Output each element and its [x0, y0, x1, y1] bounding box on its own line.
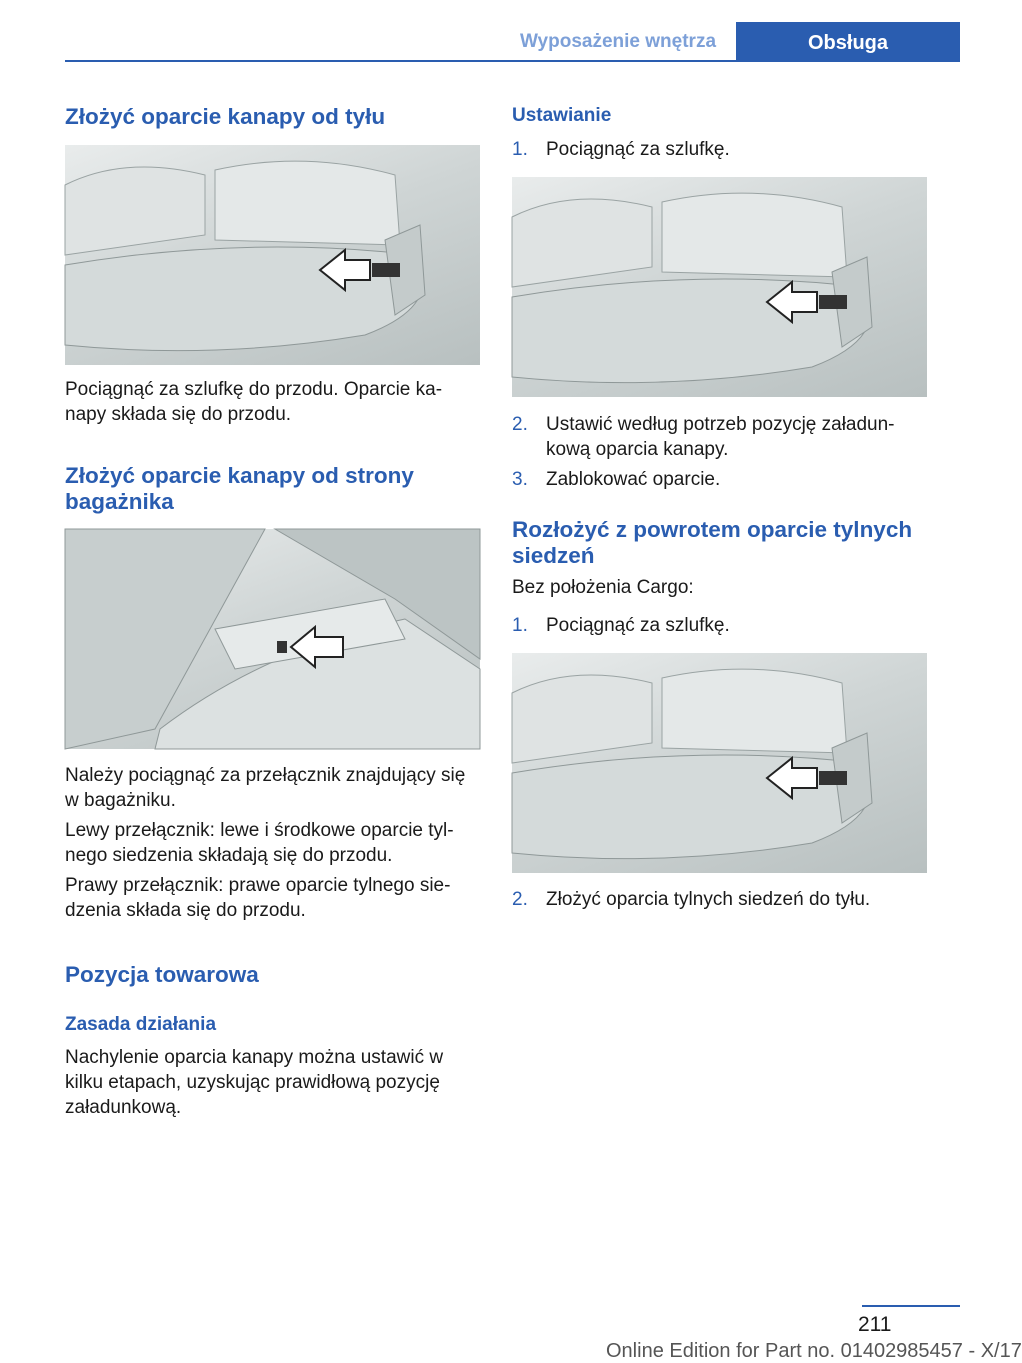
step-text: Złożyć oparcia tylnych siedzeń do tyłu. [546, 889, 871, 910]
page-number: 211 [858, 1313, 892, 1336]
header-section-title: Wyposażenie wnętrza [519, 31, 717, 52]
subheading-adjusting: Ustawianie [512, 105, 612, 126]
footer-divider [862, 1305, 960, 1307]
paragraph-left-switch: Lewy przełącznik: lewe i środkowe oparcie tyl‐ nego siedzenia składają się do przodu. [65, 820, 454, 866]
step-text: Ustawić według potrzeb pozycję załadun‐ kową oparcia kanapy. [546, 414, 895, 460]
heading-cargo-position: Pozycja towarowa [65, 962, 259, 987]
paragraph-fold-rear: Pociągnąć za szlufkę do przodu. Oparcie ka‐ napy składa się do przodu. [65, 379, 443, 425]
header-tab[interactable]: Obsługa [736, 22, 960, 62]
paragraph-trunk-switch: Należy pociągnąć za przełącznik znajdujący się w bagażniku. [65, 765, 466, 811]
step-number: 3. [512, 469, 528, 490]
paragraph-principle: Nachylenie oparcia kanapy można ustawić w kilku etapach, uzyskując prawidłową pozycję załadunkową. [65, 1047, 444, 1118]
intro-no-cargo: Bez położenia Cargo: [512, 577, 694, 598]
heading-fold-from-rear: Złożyć oparcie kanapy od tyłu [65, 104, 386, 129]
footer-edition: Online Edition for Part no. 01402985457 - X/17 [606, 1340, 1022, 1362]
step-text: Pociągnąć za szlufkę. [546, 615, 730, 636]
heading-restore-backrest: Rozłożyć z powrotem oparcie tylnych siedzeń [512, 517, 913, 568]
paragraph-right-switch: Prawy przełącznik: prawe oparcie tylnego sie‐ dzenia składa się do przodu. [65, 875, 451, 921]
illustration-trunk-switch [65, 529, 480, 749]
step-number: 2. [512, 889, 528, 910]
heading-fold-from-trunk: Złożyć oparcie kanapy od strony bagażnika [65, 463, 414, 514]
subheading-principle: Zasada działania [65, 1014, 217, 1035]
step-text: Zablokować oparcie. [546, 469, 721, 490]
step-text: Pociągnąć za szlufkę. [546, 139, 730, 160]
step-number: 1. [512, 615, 528, 636]
illustration-seat-strap-1 [65, 145, 480, 365]
step-number: 1. [512, 139, 528, 160]
illustration-seat-strap-3 [512, 653, 927, 873]
illustration-seat-strap-2 [512, 177, 927, 397]
header-divider [65, 60, 960, 62]
step-number: 2. [512, 414, 528, 435]
